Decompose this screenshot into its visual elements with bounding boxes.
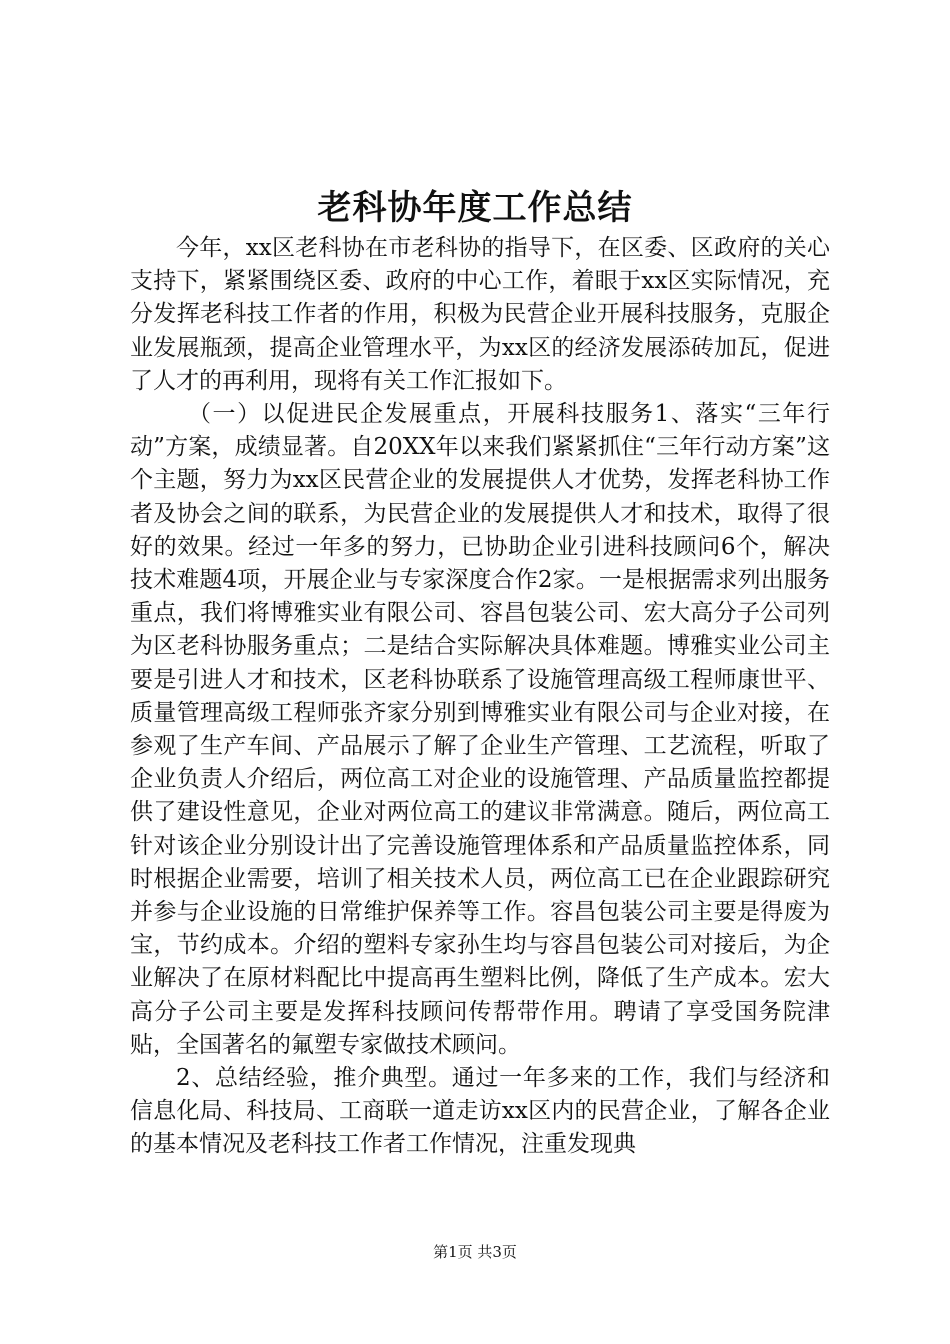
document-title: 老科协年度工作总结 [317, 188, 633, 228]
paragraph-section-one: （一）以促进民企发展重点，开展科技服务1、落实“三年行动”方案，成绩显著。自20XX年以来我们紧紧抓住“三年行动方案”这个主题，努力为xx区民营企业的发展提供人才优势，发挥老科协工作者及协会之间的联系，为民营企业的发展提供人才和技术，取得了很好的效果。经过一年多的努力，已协助企业引进科技顾问6个，解决技术难题4项，开展企业与专家深度合作2家。一是根据需求列出服务重点，我们将博雅实业有限公司、容昌包装公司、宏大高分子公司列为区老科协服务重点；二是结合实际解决具体难题。博雅实业公司主要是引进人才和技术，区老科协联系了设施管理高级工程师康世平、质量管理高级工程师张齐家分别到博雅实业有限公司与企业对接，在参观了生产车间、产品展示了解了企业生产管理、工艺流程，听取了企业负责人介绍后，两位高工对企业的设施管理、产品质量监控都提供了建设性意见，企业对两位高工的建议非常满意。随后，两位高工针对该企业分别设计出了完善设施管理体系和产品质量监控体系，同时根据企业需要，培训了相关技术人员，两位高工已在企业跟踪研究并参与企业设施的日常维护保养等工作。容昌包装公司主要是得废为宝，节约成本。介绍的塑料专家孙生均与容昌包装公司对接后，为企业解决了在原材料配比中提高再生塑料比例，降低了生产成本。宏大高分子公司主要是发挥科技顾问传帮带作用。聘请了享受国务院津贴，全国著名的氟塑专家做技术顾问。 [130, 401, 830, 1058]
paragraph-summary: 2、总结经验，推介典型。通过一年多来的工作，我们与经济和信息化局、科技局、工商联一道走访xx区内的民营企业，了解各企业的基本情况及老科技工作者工作情况，注重发现典 [130, 1065, 830, 1158]
page-number: 第1页 共3页 [433, 1243, 517, 1261]
document-body [130, 232, 830, 1162]
paragraph-intro: 今年，xx区老科协在市老科协的指导下，在区委、区政府的关心支持下，紧紧围绕区委、政府的中心工作，着眼于xx区实际情况，充分发挥老科技工作者的作用，积极为民营企业开展科技服务，克服企业发展瓶颈，提高企业管理水平，为xx区的经济发展添砖加瓦，促进了人才的再利用，现将有关工作汇报如下。 [130, 235, 830, 394]
